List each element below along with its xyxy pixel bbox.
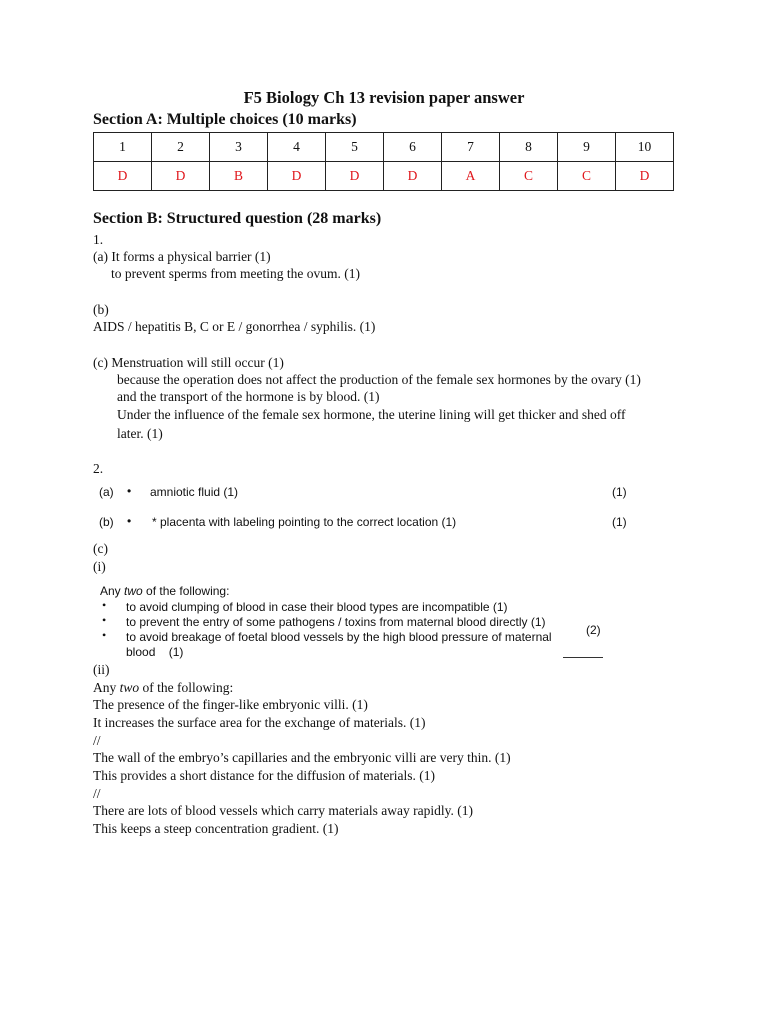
q2cii-line: The wall of the embryo’s capillaries and the embryonic villi are very thin. (1) <box>93 750 511 765</box>
bullet-icon: • <box>102 598 107 612</box>
mark-underline <box>563 657 603 658</box>
question-number: 6 <box>384 133 442 162</box>
answer-cell: D <box>268 162 326 191</box>
bullet-icon: • <box>102 613 107 627</box>
question-number: 4 <box>268 133 326 162</box>
question-number: 1 <box>94 133 152 162</box>
q2ci-label: (i) <box>93 559 106 574</box>
question-number-row <box>94 133 674 162</box>
q2cii-line: It increases the surface area for the exchange of materials. (1) <box>93 715 426 730</box>
q2cii-intro-text: Any <box>93 680 120 695</box>
question-number: 5 <box>326 133 384 162</box>
page-title: F5 Biology Ch 13 revision paper answer <box>243 88 525 107</box>
bullet-icon: • <box>127 484 132 498</box>
q1-number: 1. <box>93 232 104 247</box>
answer-cell: C <box>558 162 616 191</box>
answer-cell: B <box>210 162 268 191</box>
answer-cell: C <box>500 162 558 191</box>
question-number: 3 <box>210 133 268 162</box>
q2b-label: (b) <box>99 515 114 529</box>
q2ci-intro-text: of the following: <box>142 584 230 598</box>
q1c-line: (c) Menstruation will still occur (1) <box>93 355 284 370</box>
answer-cell: D <box>616 162 674 191</box>
q2cii-separator: // <box>93 733 101 748</box>
multiple-choice-answer-table <box>93 132 674 191</box>
question-number: 8 <box>500 133 558 162</box>
q1b-answer: AIDS / hepatitis B, C or E / gonorrhea / syphilis. (1) <box>93 319 376 334</box>
question-number: 2 <box>152 133 210 162</box>
question-number: 10 <box>616 133 674 162</box>
q1b-label: (b) <box>93 302 109 317</box>
q2a-answer: amniotic fluid (1) <box>150 485 239 499</box>
q2cii-line: The presence of the finger-like embryonic villi. (1) <box>93 697 368 712</box>
q2cii-line: This provides a short distance for the diffusion of materials. (1) <box>93 768 436 783</box>
q1a-line: (a) It forms a physical barrier (1) <box>93 249 271 264</box>
q2cii-intro-emphasis: two <box>119 680 140 695</box>
answer-cell: A <box>442 162 500 191</box>
q2ci-intro <box>100 583 229 599</box>
q2ci-mark: (2) <box>586 623 601 637</box>
question-number: 9 <box>558 133 616 162</box>
answer-cell: D <box>384 162 442 191</box>
q1a-line: to prevent sperms from meeting the ovum. (1) <box>111 266 360 281</box>
q2cii-line: This keeps a steep concentration gradient. (1) <box>93 821 339 836</box>
q2cii-separator: // <box>93 786 101 801</box>
q2ci-bullet-continuation: blood (1) <box>126 645 184 659</box>
q2a-mark: (1) <box>612 485 627 499</box>
q2ci-intro-emphasis: two <box>124 584 143 598</box>
q2a-label: (a) <box>99 485 114 499</box>
answer-cell: D <box>152 162 210 191</box>
q2ci-bullet-item: to avoid breakage of foetal blood vessels by the high blood pressure of maternal <box>126 630 552 644</box>
q2b-mark: (1) <box>612 515 627 529</box>
bullet-icon: • <box>127 514 132 528</box>
q2cii-intro-text: of the following: <box>139 680 234 695</box>
q2ci-intro-text: Any <box>100 584 125 598</box>
bullet-icon: • <box>102 628 107 642</box>
q2b-answer: * placenta with labeling pointing to the correct location (1) <box>152 515 457 529</box>
answer-cell: D <box>326 162 384 191</box>
q2cii-label: (ii) <box>93 662 110 677</box>
q2cii-intro <box>93 680 233 696</box>
q2cii-line: There are lots of blood vessels which carry materials away rapidly. (1) <box>93 803 473 818</box>
section-a-heading: Section A: Multiple choices (10 marks) <box>93 111 357 128</box>
q2ci-bullet-item: to avoid clumping of blood in case their blood types are incompatible (1) <box>126 600 508 614</box>
section-b-heading: Section B: Structured question (28 marks) <box>93 210 382 227</box>
q2c-label: (c) <box>93 541 108 556</box>
q1c-line: because the operation does not affect the production of the female sex hormones by the ovary (1) <box>117 372 641 387</box>
q2ci-bullet-item: to prevent the entry of some pathogens / toxins from maternal blood directly (1) <box>126 615 546 629</box>
answer-row <box>94 162 674 191</box>
q2-number: 2. <box>93 461 104 476</box>
answer-cell: D <box>94 162 152 191</box>
q1c-line: and the transport of the hormone is by blood. (1) <box>117 389 380 404</box>
question-number: 7 <box>442 133 500 162</box>
q1c-line: later. (1) <box>117 426 163 441</box>
q1c-line: Under the influence of the female sex hormone, the uterine lining will get thicker and shed off <box>117 407 626 422</box>
